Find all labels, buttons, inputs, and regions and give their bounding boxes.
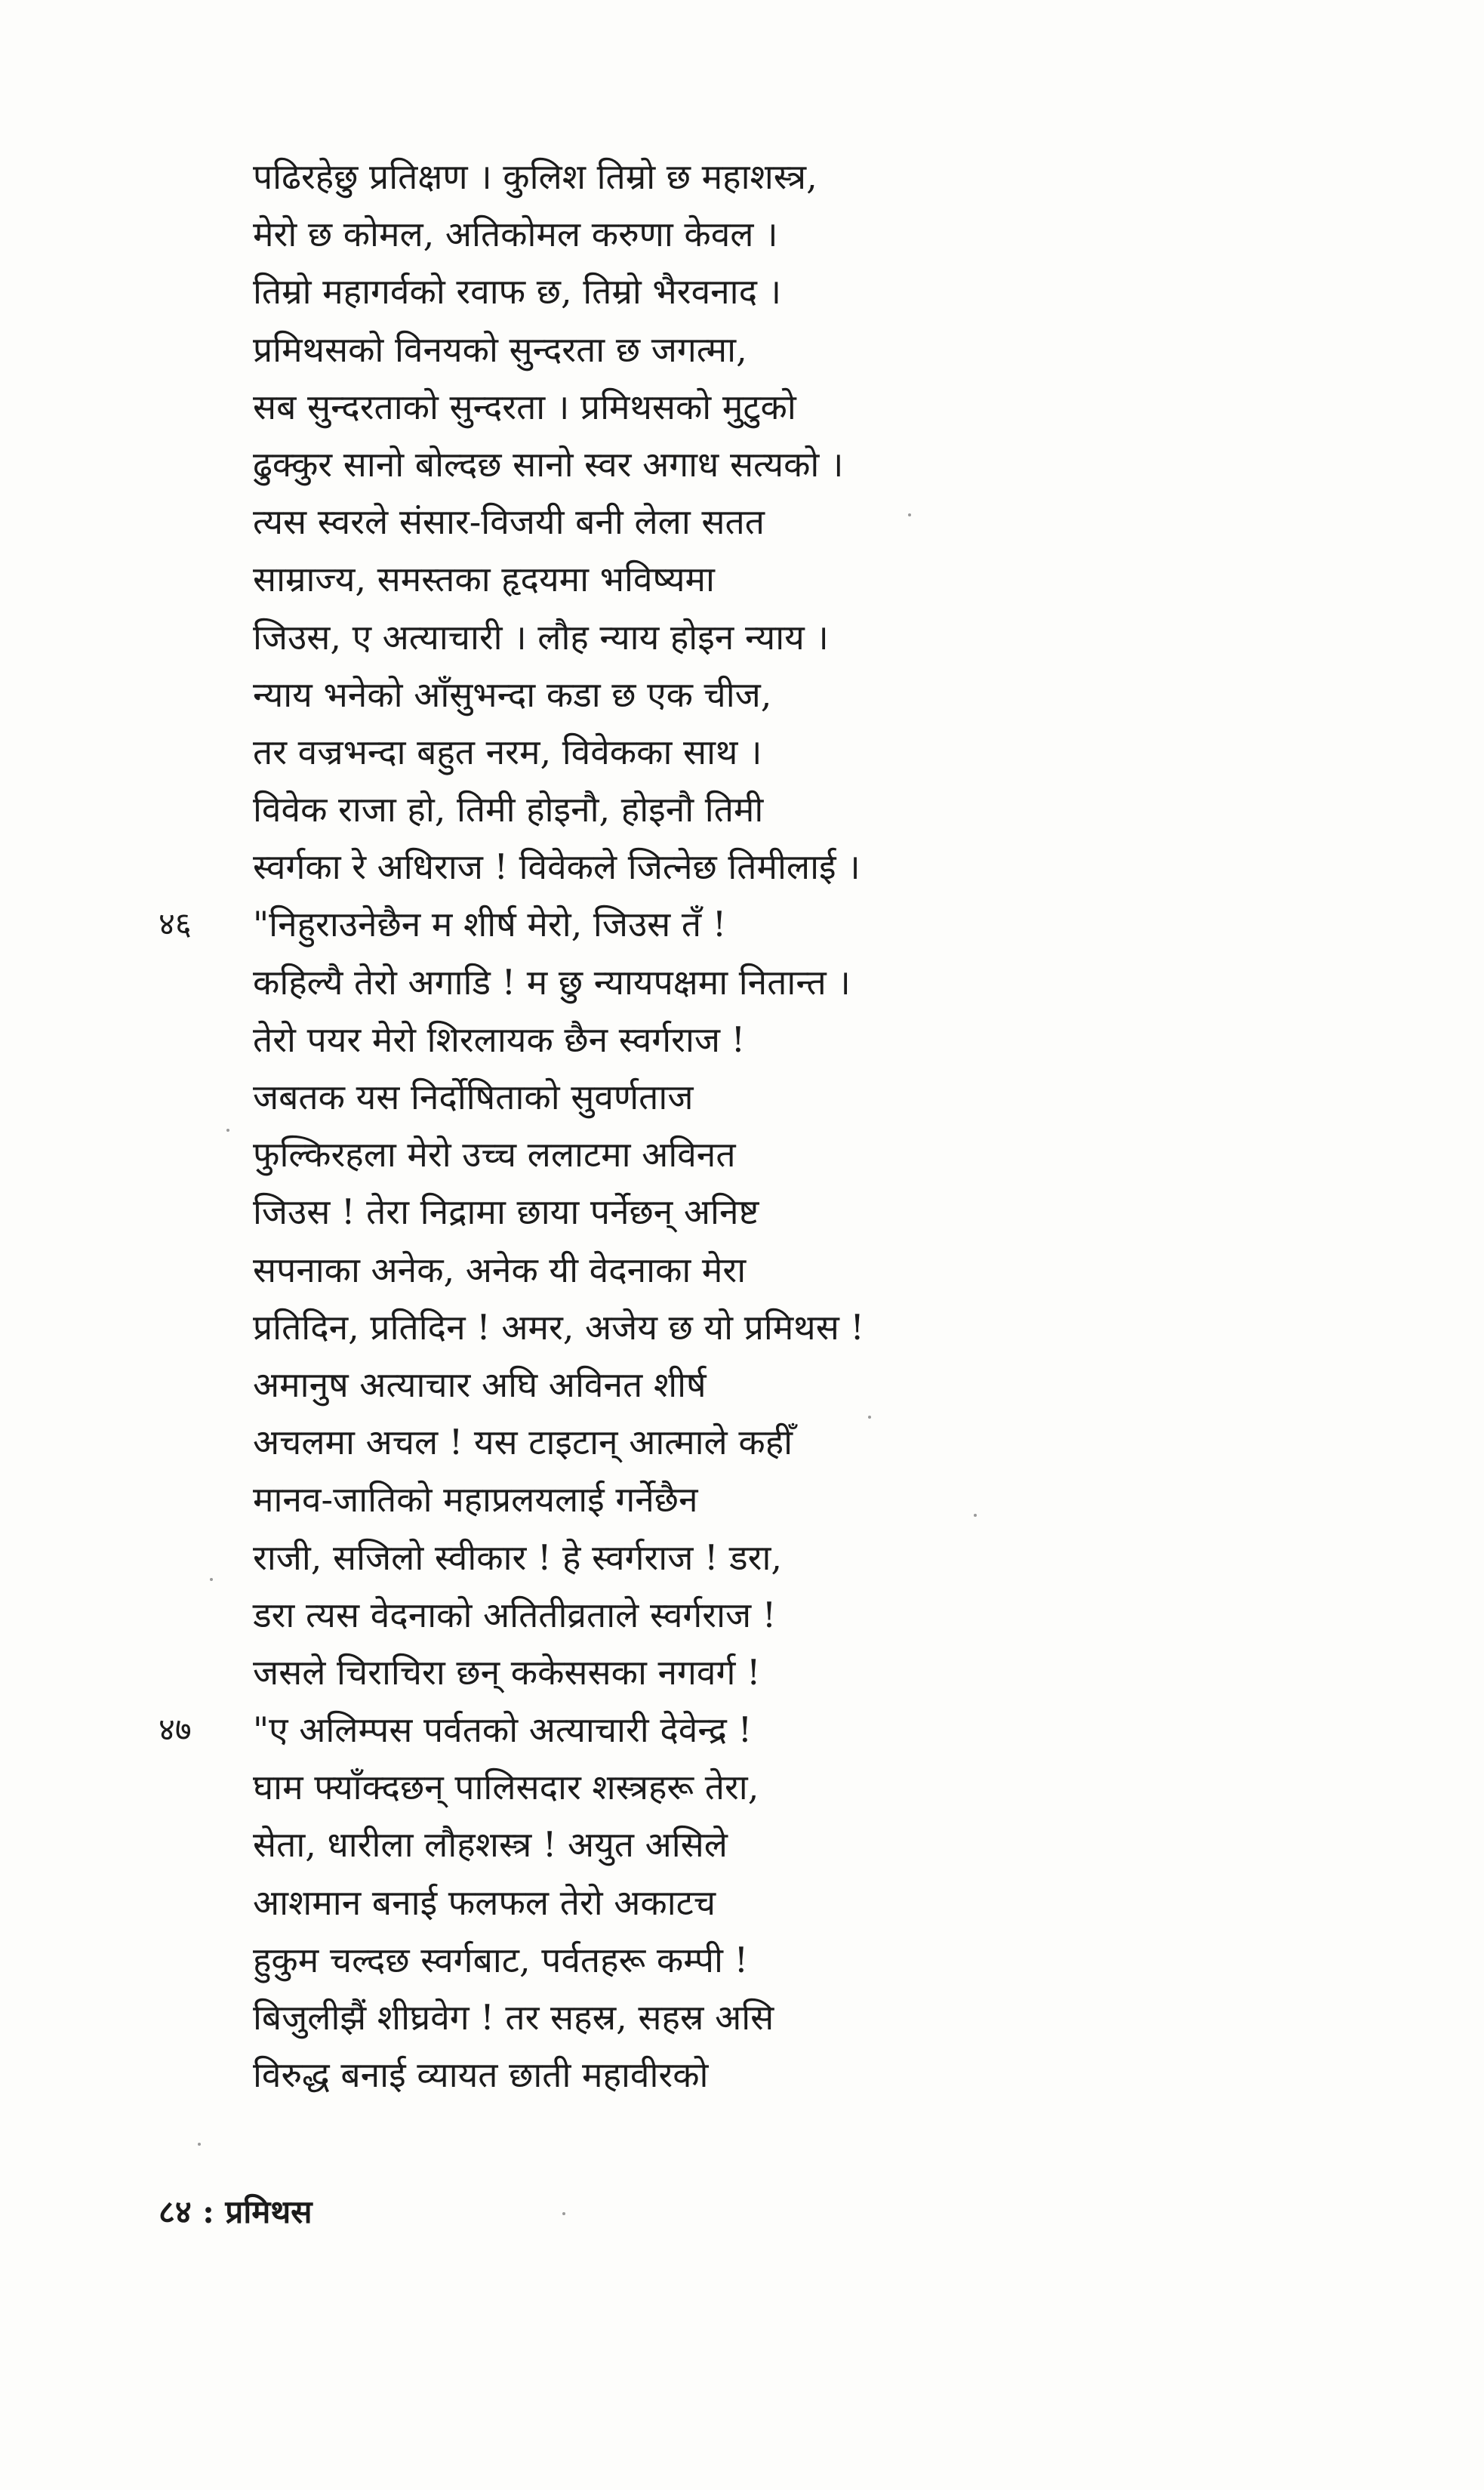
- poem-line-text: डरा त्यस वेदनाको अतितीव्रताले स्वर्गराज !: [253, 1594, 777, 1635]
- poem-line: [0, 263, 1484, 320]
- scan-speck: [210, 1578, 213, 1581]
- poem-line-text: जबतक यस निर्दोषिताको सुवर्णताज: [253, 1077, 694, 1117]
- poem-line-text: साम्राज्य, समस्तका हृदयमा भविष्यमा: [253, 559, 715, 600]
- poem-line-text: विरुद्ध बनाई व्यायत छाती महावीरको: [253, 2054, 709, 2096]
- poem-line: [0, 550, 1484, 608]
- poem-line-text: प्रमिथसको विनयको सुन्दरता छ जगत्मा,: [253, 328, 747, 370]
- scan-speck: [868, 1416, 871, 1419]
- scan-speck: [226, 1129, 229, 1132]
- poem-line: [0, 1241, 1484, 1299]
- poem-line: [0, 205, 1484, 263]
- poem-line: [0, 1356, 1484, 1413]
- poem-line-text: तर वज्रभन्दा बहुत नरम, विवेकका साथ ।: [253, 731, 762, 772]
- poem-line: [0, 723, 1484, 781]
- poem-line-text: आशमान बनाई फलफल तेरो अकाटच: [253, 1881, 716, 1923]
- poem-line-text: तेरो पयर मेरो शिरलायक छैन स्वर्गराज !: [253, 1018, 746, 1060]
- poem-line-text: तिम्रो महागर्वको रवाफ छ, तिम्रो भैरवनाद ।: [253, 271, 782, 313]
- poem-line-text: पढिरहेछु प्रतिक्षण । कुलिश तिम्रो छ महाशस्त्र,: [253, 156, 817, 197]
- poem-line: [0, 1011, 1484, 1068]
- poem-line: [0, 1758, 1484, 1816]
- poem-line: [0, 1471, 1484, 1528]
- poem-line: [0, 1874, 1484, 1931]
- scan-speck: [908, 513, 911, 516]
- poem-line-text: अचलमा अचल ! यस टाइटान् आत्माले कहीँ: [253, 1422, 793, 1463]
- poem-line-text: न्याय भनेको आँसुभन्दा कडा छ एक चीज,: [253, 673, 772, 715]
- scan-speck: [198, 2143, 201, 2146]
- poem-line: [0, 2046, 1484, 2103]
- poem-line: [0, 954, 1484, 1011]
- poem-line: [0, 1931, 1484, 1989]
- poem-line-text: मानव-जातिको महाप्रलयलाई गर्नेछैन: [253, 1479, 698, 1521]
- poem-line: [0, 1586, 1484, 1644]
- poem-line-text: विवेक राजा हो, तिमी होइनौ, होइनौ तिमी: [253, 789, 764, 831]
- poem-line-text: जसले चिराचिरा छन् ककेससका नगवर्ग !: [253, 1651, 761, 1693]
- poem-line: [0, 666, 1484, 723]
- poem-line: [0, 436, 1484, 493]
- poem-line-text: स्वर्गका रे अधिराज ! विवेकले जित्नेछ तिमीलाई ।: [253, 846, 861, 888]
- poem-line-text: जिउस ! तेरा निद्रामा छाया पर्नेछन् अनिष्ट: [253, 1191, 759, 1233]
- poem-line: [0, 1529, 1484, 1586]
- scan-speck: [974, 1514, 977, 1517]
- poem-line-text: राजी, सजिलो स्वीकार ! हे स्वर्गराज ! डरा,: [253, 1536, 783, 1578]
- poem-line: [0, 148, 1484, 205]
- poem-line: [0, 1644, 1484, 1701]
- poem-line-text: हुकुम चल्दछ स्वर्गबाट, पर्वतहरू कम्पी !: [253, 1939, 749, 1980]
- poem-line: [0, 493, 1484, 550]
- stanza-number: ४७: [159, 1711, 192, 1749]
- poem-line: [0, 378, 1484, 436]
- poem-line-text: फुल्किरहला मेरो उच्च ललाटमा अविनत: [253, 1134, 736, 1176]
- poem-line: [0, 895, 1484, 953]
- page-footer: ८४ : प्रमिथस: [159, 2193, 313, 2230]
- poem-line: [0, 1989, 1484, 2046]
- poem-line-text: सेता, धारीला लौहशस्त्र ! अयुत असिले: [253, 1824, 728, 1866]
- poem-line-text: मेरो छ कोमल, अतिकोमल करुणा केवल ।: [253, 214, 778, 255]
- poem-line: [0, 1299, 1484, 1356]
- poem-line: [0, 1413, 1484, 1471]
- poem-line: [0, 321, 1484, 378]
- stanza-number: ४६: [159, 905, 192, 943]
- poem-line: [0, 1126, 1484, 1183]
- scan-speck: [562, 2212, 565, 2215]
- poem-line: [0, 781, 1484, 838]
- poem-line: [0, 1816, 1484, 1873]
- poem-line-text: अमानुष अत्याचार अघि अविनत शीर्ष: [253, 1364, 707, 1405]
- poem-line: [0, 1701, 1484, 1758]
- poem-line-text: सपनाका अनेक, अनेक यी वेदनाका मेरा: [253, 1249, 747, 1290]
- poem-line-text: त्यस स्वरले संसार-विजयी बनी लेला सतत: [253, 501, 765, 543]
- poem-line-text: "निहुराउनेछैन म शीर्ष मेरो, जिउस तँ !: [253, 904, 727, 945]
- poem-line: [0, 1068, 1484, 1126]
- poem-line-text: कहिल्यै तेरो अगाडि ! म छु न्यायपक्षमा नितान्त ।: [253, 961, 851, 1003]
- poem-line-text: घाम फ्याँक्दछन् पालिसदार शस्त्रहरू तेरा,: [253, 1767, 759, 1808]
- poem-line: [0, 838, 1484, 895]
- poem-line-text: ढुक्कुर सानो बोल्दछ सानो स्वर अगाध सत्यको ।: [253, 443, 844, 485]
- poem-line-text: बिजुलीझैं शीघ्रवेग ! तर सहस्र, सहस्र असि: [253, 1997, 774, 2038]
- poem-line-text: प्रतिदिन, प्रतिदिन ! अमर, अजेय छ यो प्रमिथस !: [253, 1306, 864, 1348]
- poem-line: [0, 609, 1484, 666]
- poem-line-text: जिउस, ए अत्याचारी । लौह न्याय होइन न्याय ।: [253, 616, 829, 658]
- poem-line: [0, 1183, 1484, 1240]
- poem-body: [0, 148, 1484, 2103]
- poem-line-text: "ए अलिम्पस पर्वतको अत्याचारी देवेन्द्र !: [253, 1709, 753, 1751]
- poem-line-text: सब सुन्दरताको सुन्दरता । प्रमिथसको मुटुको: [253, 386, 796, 427]
